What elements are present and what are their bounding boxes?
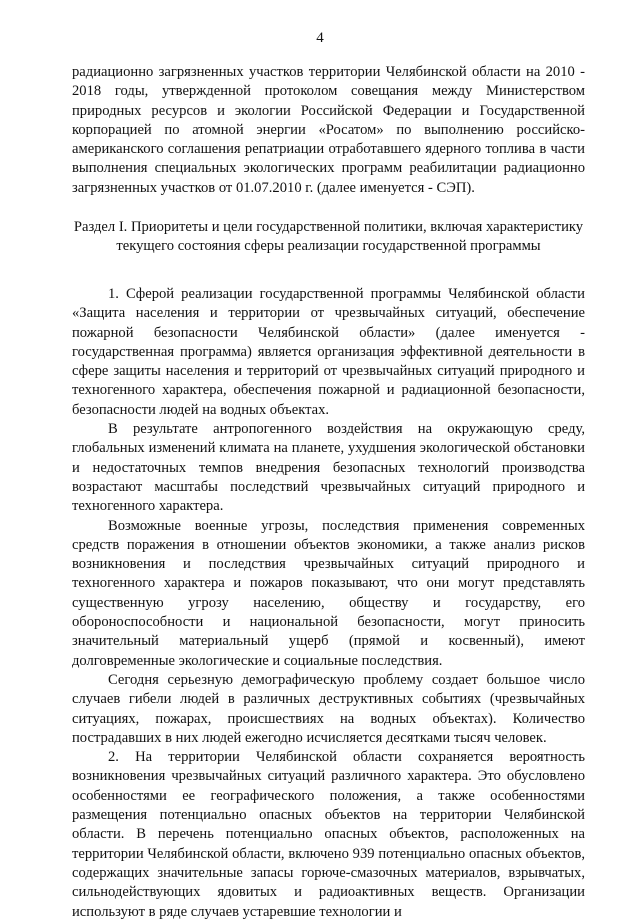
page-number: 4 <box>316 30 324 46</box>
paragraph-1: 1. Сферой реализации государственной программы Челябинской области «Защита населения и территории от чрезвычайных ситуаций, обеспечение пожарной безопасности Челябинской области» (далее именуется - государственная программа) является организация эффективной деятельности в сфере защиты населения и территорий от чрезвычайных ситуаций природного и техногенного характера, обеспечения пожарной и радиационной безопасности, безопасности людей на водных объектах. <box>72 286 585 418</box>
section-heading: Раздел I. Приоритеты и цели государственной политики, включая характеристику текущего состояния сферы реализации государственной программы <box>73 219 584 255</box>
intro-paragraph: радиационно загрязненных участков территории Челябинской области на 2010 - 2018 годы, утвержденной протоколом совещания между Министерством природных ресурсов и экологии Российской Федерации и Государственной корпорацией по атомной энергии «Росатом» по выполнению российско-американского соглашения репатриации отработавшего ядерного топлива в части выполнения специальных экологических программ реабилитации радиационно загрязненных участков от 01.07.2010 г. (далее именуется - СЭП). <box>72 64 585 196</box>
intro-text <box>72 63 585 198</box>
paragraph-3: Возможные военные угрозы, последствия применения современных средств поражения в отношении объектов экономики, а также анализ рисков возникновения и последствия чрезвычайных ситуаций природного и техногенного характера и пожаров показывают, что они могут представлять существенную угрозу населению, обществу и государству, его обороноспособности и национальной безопасности, могут приносить значительный материальный ущерб (прямой и косвенный), имеют долговременные экологические и социальные последствия. <box>72 517 585 669</box>
paragraph-5: 2. На территории Челябинской области сохраняется вероятность возникновения чрезвычайных ситуаций различного характера. Это обусловлено особенностями ее географического положения, а также особенностями размещения потенциально опасных объектов на территории Челябинской области. В перечень потенциально опасных объектов, расположенных на территории Челябинской области, включено 939 потенциально опасных объектов, содержащих значительные запасы горюче-смазочных материалов, взрывчатых, сильнодействующих ядовитых и радиоактивных веществ. Организации используют в ряде случаев устаревшие технологии и <box>72 749 585 920</box>
paragraph-2: В результате антропогенного воздействия на окружающую среду, глобальных изменений климата на планете, ухудшения экологической обстановки и недостаточных темпов внедрения безопасных технологий производства возрастают масштабы последствий чрезвычайных ситуаций природного и техногенного характера. <box>72 421 585 515</box>
section-body <box>72 285 585 922</box>
paragraph-4: Сегодня серьезную демографическую проблему создает большое число случаев гибели людей в различных деструктивных событиях (чрезвычайных ситуациях, пожарах, происшествиях на водных объектах). Количество пострадавших в них людей ежегодно исчисляется десятками тысяч человек. <box>72 671 585 746</box>
